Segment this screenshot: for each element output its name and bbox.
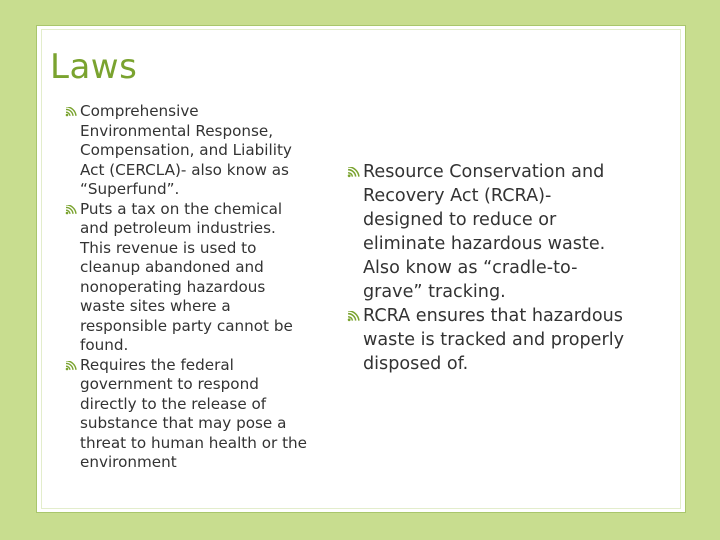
bullet-text: Comprehensive Environmental Response, Compensation, and Liability Act (CERCLA)- also know as “Superfund”. (80, 102, 292, 198)
bullet-text: Puts a tax on the chemical and petroleum industries. This revenue is used to cleanup abandoned and nonoperating hazardous waste sites where a responsible party cannot be found. (80, 199, 293, 354)
wifi-signal-icon (40, 102, 80, 117)
right-bullet-item (325, 160, 625, 304)
left-bullet-item (40, 356, 310, 473)
bullet-text: Resource Conservation and Recovery Act (RCRA)- designed to reduce or eliminate hazardous waste. Also know as “cradle-to-grave” tracking. (363, 162, 606, 302)
left-bullet-item (40, 200, 310, 356)
wifi-signal-icon-shape (65, 361, 77, 371)
left-bullet-item (40, 102, 310, 200)
wifi-signal-icon-shape (347, 311, 360, 322)
wifi-signal-icon-shape (65, 107, 77, 117)
right-bullet-item (325, 304, 625, 376)
wifi-signal-icon (40, 200, 80, 215)
wifi-signal-icon-shape (65, 205, 77, 215)
wifi-signal-icon (325, 304, 363, 322)
bullet-text: Requires the federal government to respond directly to the release of substance that may pose a threat to human health or the environment (80, 355, 307, 471)
left-column (40, 102, 310, 473)
bullet-text: RCRA ensures that hazardous waste is tracked and properly disposed of. (363, 306, 625, 374)
wifi-signal-icon (325, 160, 363, 178)
slide-title: Laws (50, 47, 138, 87)
right-column (325, 160, 625, 376)
wifi-signal-icon-shape (347, 167, 360, 178)
wifi-signal-icon (40, 356, 80, 371)
